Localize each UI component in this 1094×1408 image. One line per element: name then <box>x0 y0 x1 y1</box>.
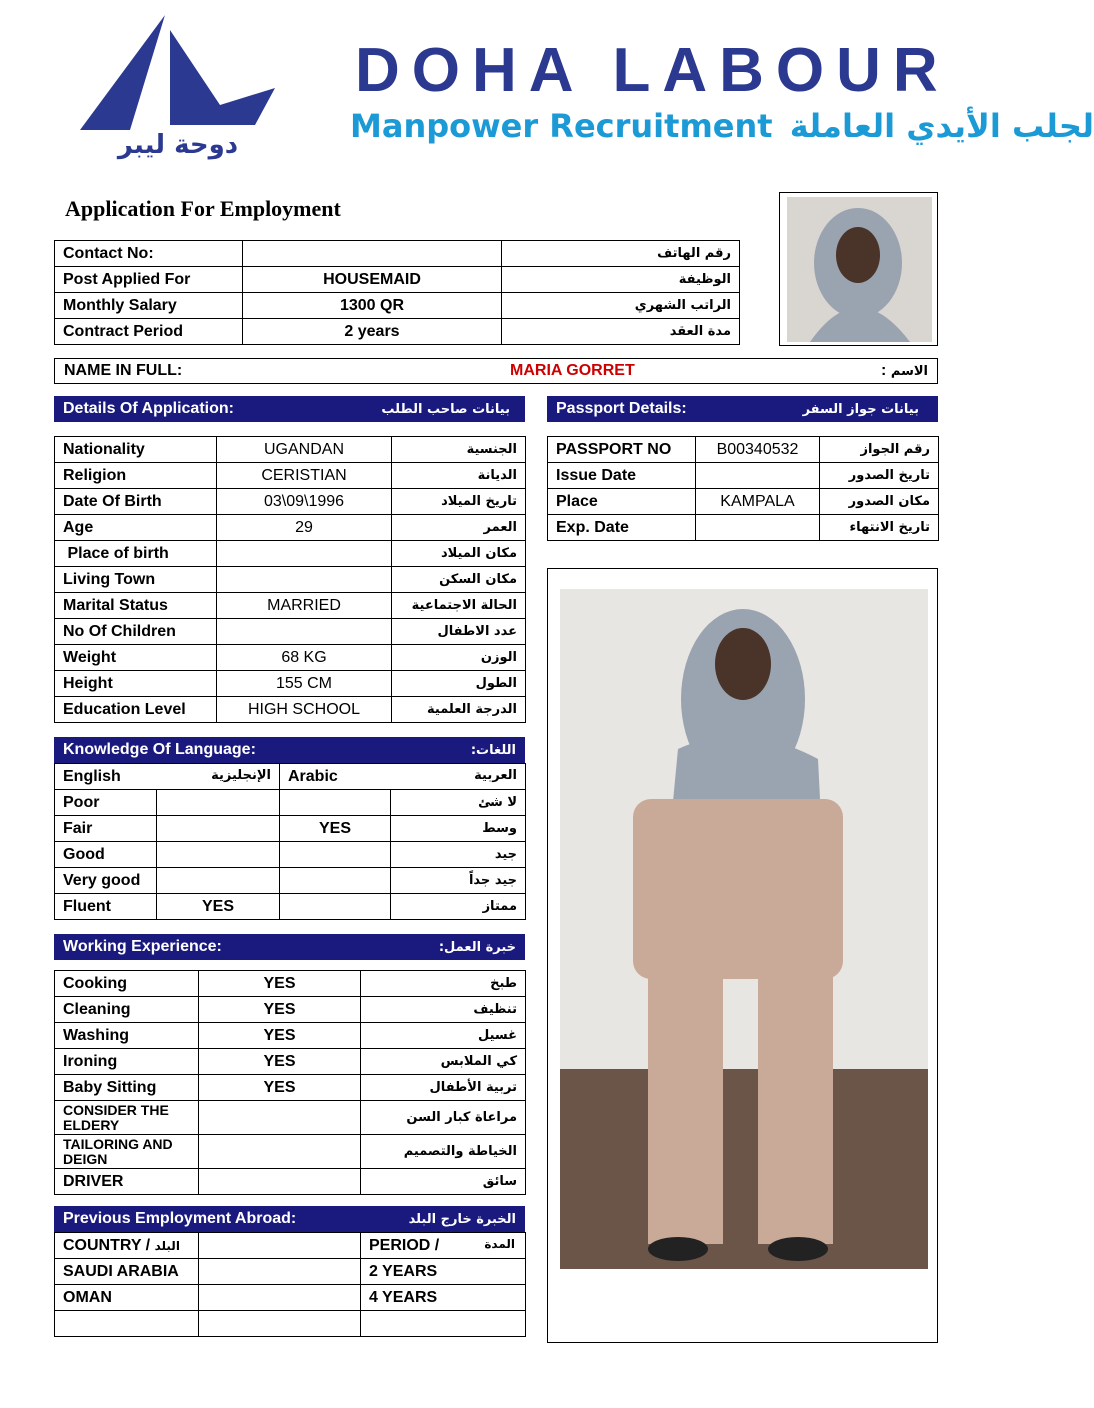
top-info-arabic: الراتب الشهري <box>502 293 740 319</box>
details-arabic: العمر <box>392 515 526 541</box>
experience-label: Washing <box>55 1023 199 1049</box>
language-table <box>54 763 526 920</box>
abroad-row <box>55 1311 526 1337</box>
passport-row <box>548 515 939 541</box>
details-label: Nationality <box>55 437 217 463</box>
top-info-value: 2 years <box>243 319 502 345</box>
language-row <box>55 790 526 816</box>
experience-value <box>199 1169 361 1195</box>
language-english-header <box>55 764 280 790</box>
passport-label: PASSPORT NO <box>548 437 696 463</box>
language-level-label: Poor <box>55 790 157 816</box>
experience-heading: Working Experience: <box>63 938 222 955</box>
details-label: Living Town <box>55 567 217 593</box>
experience-arabic: تنظيف <box>361 997 526 1023</box>
experience-arabic: الخياطة والتصميم <box>361 1135 526 1169</box>
details-arabic: الديانة <box>392 463 526 489</box>
experience-value: YES <box>199 1075 361 1101</box>
details-label: Age <box>55 515 217 541</box>
language-row <box>55 868 526 894</box>
details-row <box>55 645 526 671</box>
details-row <box>55 697 526 723</box>
passport-value: KAMPALA <box>696 489 820 515</box>
language-arabic-value: YES <box>280 816 391 842</box>
abroad-period: 2 YEARS <box>361 1259 526 1285</box>
brand-subtitle-en: Manpower Recruitment <box>350 107 773 145</box>
experience-row <box>55 1135 526 1169</box>
language-level-arabic: وسط <box>391 816 526 842</box>
experience-label: Cooking <box>55 971 199 997</box>
abroad-spacer <box>199 1285 361 1311</box>
abroad-header-spacer <box>199 1233 361 1259</box>
experience-arabic: طبخ <box>361 971 526 997</box>
language-arabic-value <box>280 868 391 894</box>
language-row <box>55 816 526 842</box>
passport-arabic: رقم الجواز <box>820 437 939 463</box>
language-english-label: English <box>63 767 121 785</box>
experience-label: DRIVER <box>55 1169 199 1195</box>
passport-value: B00340532 <box>696 437 820 463</box>
top-info-label: Monthly Salary <box>55 293 243 319</box>
abroad-header-row <box>55 1233 526 1259</box>
details-value: CERISTIAN <box>217 463 392 489</box>
language-level-arabic: جيد جداً <box>391 868 526 894</box>
experience-value <box>199 1101 361 1135</box>
experience-row <box>55 1075 526 1101</box>
details-row <box>55 619 526 645</box>
passport-row <box>548 463 939 489</box>
abroad-country-arabic: البلد <box>154 1238 180 1253</box>
language-arabic-header <box>280 764 526 790</box>
language-arabic-value <box>280 842 391 868</box>
passport-row <box>548 437 939 463</box>
details-value: MARRIED <box>217 593 392 619</box>
language-arabic-arabic: العربية <box>474 767 518 783</box>
experience-value: YES <box>199 1049 361 1075</box>
language-english-arabic: الإنجليزية <box>211 767 271 783</box>
full-name-separator: : <box>881 362 887 379</box>
top-info-value: HOUSEMAID <box>243 267 502 293</box>
details-table <box>54 436 526 723</box>
language-level-arabic: لا شئ <box>391 790 526 816</box>
details-value: 155 CM <box>217 671 392 697</box>
form-title: Application For Employment <box>65 196 341 221</box>
details-value: 29 <box>217 515 392 541</box>
abroad-heading-bar <box>54 1206 525 1232</box>
passport-label: Issue Date <box>548 463 696 489</box>
experience-label: CONSIDER THE ELDERY <box>55 1101 199 1135</box>
details-value: 68 KG <box>217 645 392 671</box>
abroad-spacer <box>199 1259 361 1285</box>
language-header-row <box>55 764 526 790</box>
brand-name: DOHA LABOUR <box>355 36 950 105</box>
details-heading-bar <box>54 396 525 422</box>
abroad-row <box>55 1259 526 1285</box>
top-info-row <box>55 241 740 267</box>
company-logo <box>70 10 290 170</box>
details-label: Height <box>55 671 217 697</box>
abroad-country: SAUDI ARABIA <box>55 1259 199 1285</box>
details-row <box>55 489 526 515</box>
passport-value <box>696 463 820 489</box>
details-label: Weight <box>55 645 217 671</box>
details-arabic: عدد الاطفال <box>392 619 526 645</box>
details-arabic: تاريخ الميلاد <box>392 489 526 515</box>
details-heading: Details Of Application: <box>63 400 234 417</box>
abroad-period-arabic: المدة <box>484 1236 515 1251</box>
top-info-table <box>54 240 740 345</box>
language-english-value <box>157 868 280 894</box>
passport-heading: Passport Details: <box>556 400 687 417</box>
brand-subtitle-ar: لجلب الأيدي العاملة <box>789 107 1094 145</box>
details-value <box>217 619 392 645</box>
experience-arabic: كي الملابس <box>361 1049 526 1075</box>
top-info-row <box>55 319 740 345</box>
passport-label: Exp. Date <box>548 515 696 541</box>
language-level-label: Fluent <box>55 894 157 920</box>
logo-arabic-text: دوحة ليبر <box>117 130 239 160</box>
full-body-photo-placeholder-icon <box>548 569 937 1342</box>
passport-heading-bar <box>547 396 938 422</box>
brand-subtitle <box>350 107 1094 145</box>
top-info-value <box>243 241 502 267</box>
experience-value <box>199 1135 361 1169</box>
language-english-value: YES <box>157 894 280 920</box>
abroad-heading: Previous Employment Abroad: <box>63 1210 297 1227</box>
passport-heading-arabic: بيانات جواز السفر <box>802 401 919 417</box>
language-arabic-label: Arabic <box>288 767 338 785</box>
details-label: Marital Status <box>55 593 217 619</box>
experience-arabic: غسيل <box>361 1023 526 1049</box>
details-arabic: مكان الميلاد <box>392 541 526 567</box>
details-value: HIGH SCHOOL <box>217 697 392 723</box>
experience-row <box>55 971 526 997</box>
experience-heading-arabic: خبرة العمل: <box>438 939 516 955</box>
abroad-country <box>55 1311 199 1337</box>
details-arabic: الوزن <box>392 645 526 671</box>
experience-value: YES <box>199 997 361 1023</box>
details-row <box>55 437 526 463</box>
applicant-full-photo <box>547 568 938 1343</box>
experience-value: YES <box>199 971 361 997</box>
experience-table <box>54 970 526 1195</box>
passport-arabic: مكان الصدور <box>820 489 939 515</box>
language-heading: Knowledge Of Language: <box>63 741 256 758</box>
experience-label: Baby Sitting <box>55 1075 199 1101</box>
top-info-label: Contract Period <box>55 319 243 345</box>
details-value: 03\09\1996 <box>217 489 392 515</box>
language-row <box>55 842 526 868</box>
top-info-label: Post Applied For <box>55 267 243 293</box>
experience-row <box>55 1101 526 1135</box>
details-value <box>217 541 392 567</box>
passport-row <box>548 489 939 515</box>
passport-value <box>696 515 820 541</box>
abroad-row <box>55 1285 526 1311</box>
passport-arabic: تاريخ الانتهاء <box>820 515 939 541</box>
language-english-value <box>157 816 280 842</box>
experience-arabic: مراعاة كبار السن <box>361 1101 526 1135</box>
abroad-country-label: COUNTRY / <box>63 1236 151 1254</box>
language-english-value <box>157 842 280 868</box>
experience-heading-bar <box>54 934 525 960</box>
top-info-arabic: رقم الهاتف <box>502 241 740 267</box>
experience-arabic: تربية الأطفال <box>361 1075 526 1101</box>
experience-label: Cleaning <box>55 997 199 1023</box>
language-level-arabic: ممتاز <box>391 894 526 920</box>
experience-arabic: سائق <box>361 1169 526 1195</box>
abroad-country-header <box>55 1233 199 1259</box>
top-info-label: Contact No: <box>55 241 243 267</box>
passport-label: Place <box>548 489 696 515</box>
experience-row <box>55 997 526 1023</box>
full-name-row <box>54 358 938 384</box>
abroad-spacer <box>199 1311 361 1337</box>
abroad-period-header <box>361 1233 526 1259</box>
experience-label: TAILORING AND DEIGN <box>55 1135 199 1169</box>
abroad-period: 4 YEARS <box>361 1285 526 1311</box>
details-label: Religion <box>55 463 217 489</box>
details-value <box>217 567 392 593</box>
language-heading-bar <box>54 737 525 763</box>
abroad-heading-arabic: الخبرة خارج البلد <box>408 1211 516 1227</box>
details-row <box>55 515 526 541</box>
experience-row <box>55 1169 526 1195</box>
experience-label: Ironing <box>55 1049 199 1075</box>
details-heading-arabic: بيانات صاحب الطلب <box>381 401 510 417</box>
portrait-placeholder-icon <box>780 193 937 345</box>
details-arabic: الجنسية <box>392 437 526 463</box>
top-info-arabic: مدة العقد <box>502 319 740 345</box>
language-row <box>55 894 526 920</box>
details-row <box>55 541 526 567</box>
details-row <box>55 463 526 489</box>
details-row <box>55 567 526 593</box>
abroad-country: OMAN <box>55 1285 199 1311</box>
details-label: Place of birth <box>55 541 217 567</box>
full-name-label: NAME IN FULL: <box>64 362 183 379</box>
full-name-arabic: الاسم <box>890 363 928 379</box>
language-heading-arabic: اللغات: <box>470 742 516 758</box>
details-label: Education Level <box>55 697 217 723</box>
language-level-label: Good <box>55 842 157 868</box>
language-english-value <box>157 790 280 816</box>
details-label: Date Of Birth <box>55 489 217 515</box>
full-name-value: MARIA GORRET <box>510 362 635 379</box>
language-arabic-value <box>280 790 391 816</box>
details-arabic: الحالة الاجتماعية <box>392 593 526 619</box>
applicant-portrait-photo <box>779 192 938 346</box>
details-arabic: الدرجة العلمية <box>392 697 526 723</box>
top-info-arabic: الوظيفة <box>502 267 740 293</box>
details-label: No Of Children <box>55 619 217 645</box>
passport-arabic: تاريخ الصدور <box>820 463 939 489</box>
passport-table <box>547 436 939 541</box>
experience-row <box>55 1049 526 1075</box>
top-info-value: 1300 QR <box>243 293 502 319</box>
top-info-row <box>55 293 740 319</box>
details-row <box>55 671 526 697</box>
abroad-table <box>54 1232 526 1337</box>
language-level-label: Very good <box>55 868 157 894</box>
experience-row <box>55 1023 526 1049</box>
abroad-period <box>361 1311 526 1337</box>
language-arabic-value <box>280 894 391 920</box>
abroad-period-label: PERIOD / <box>369 1236 440 1254</box>
experience-value: YES <box>199 1023 361 1049</box>
details-row <box>55 593 526 619</box>
top-info-row <box>55 267 740 293</box>
details-value: UGANDAN <box>217 437 392 463</box>
details-arabic: مكان السكن <box>392 567 526 593</box>
details-arabic: الطول <box>392 671 526 697</box>
language-level-label: Fair <box>55 816 157 842</box>
language-level-arabic: جيد <box>391 842 526 868</box>
